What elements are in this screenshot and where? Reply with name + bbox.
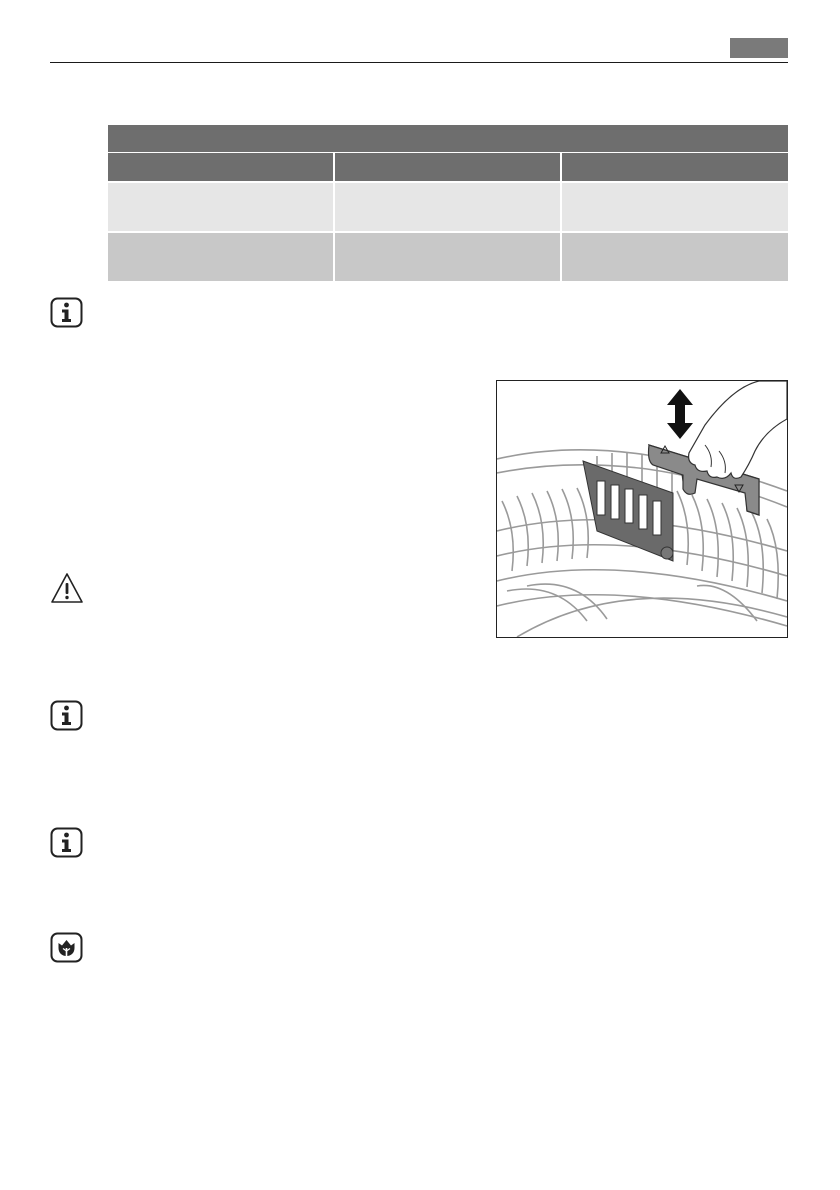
table-header-cell [562, 153, 788, 181]
table-row [108, 183, 788, 231]
table-cell [335, 233, 560, 281]
table-cell [562, 233, 788, 281]
table-header-row [108, 153, 788, 181]
warning-triangle-icon [50, 572, 83, 605]
basket-rack-drawing [497, 381, 787, 637]
table-cell [108, 183, 333, 231]
table-cell [335, 183, 560, 231]
table-row [108, 233, 788, 281]
header-rule [50, 62, 788, 63]
table-cell [562, 183, 788, 231]
page-header-tab [730, 38, 788, 58]
info-icon [50, 700, 83, 731]
table-title-bar [108, 125, 788, 152]
info-icon [50, 297, 83, 328]
basket-rack-illustration [496, 380, 788, 638]
table-header-cell [335, 153, 560, 181]
environment-flower-icon [50, 932, 83, 963]
table-header-cell [108, 153, 333, 181]
info-icon [50, 827, 83, 858]
settings-table [108, 125, 788, 281]
table-cell [108, 233, 333, 281]
